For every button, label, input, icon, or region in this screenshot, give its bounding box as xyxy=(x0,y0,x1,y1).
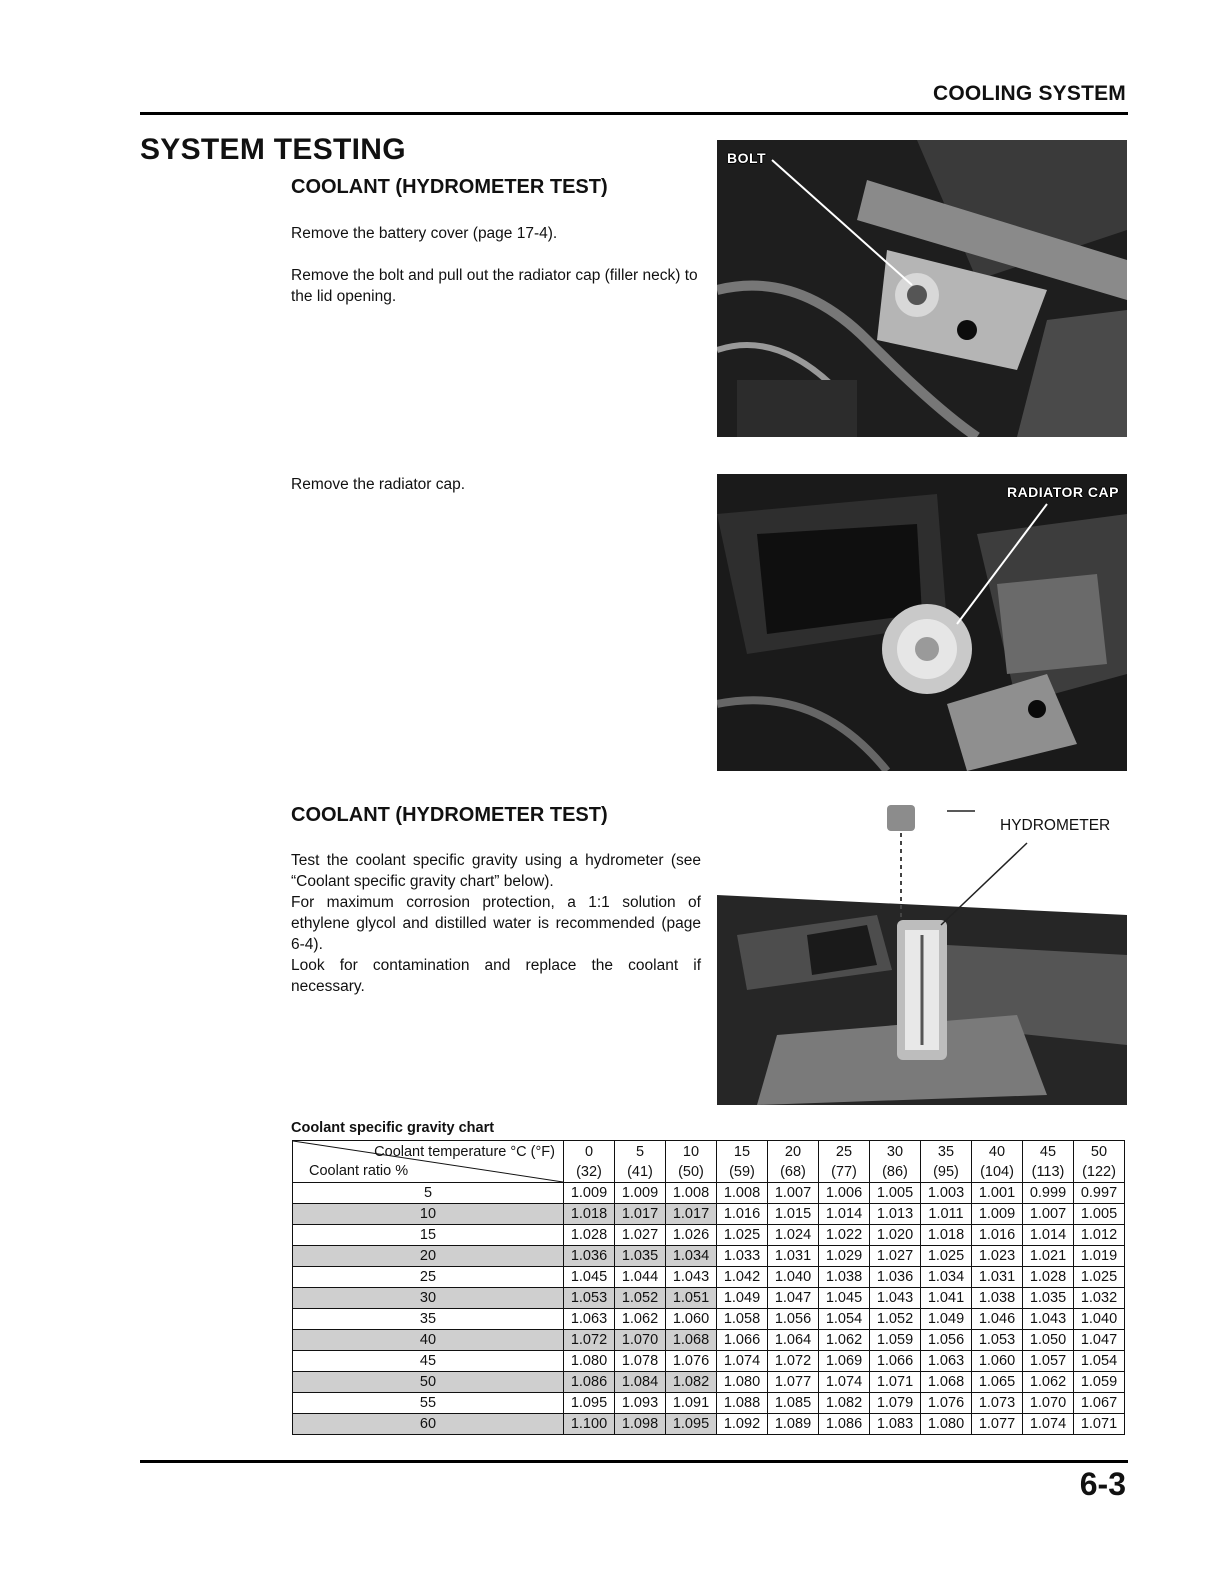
temperature-fahrenheit: (95) xyxy=(933,1163,959,1180)
temperature-celsius: 50 xyxy=(1090,1143,1108,1160)
header-rule xyxy=(140,112,1128,115)
specific-gravity-cell: 1.018 xyxy=(564,1204,615,1225)
coolant-ratio-cell: 50 xyxy=(293,1372,564,1393)
temperature-header-cell xyxy=(1023,1141,1074,1183)
coolant-ratio-cell: 40 xyxy=(293,1330,564,1351)
specific-gravity-cell: 1.007 xyxy=(1023,1204,1074,1225)
coolant-ratio-cell: 60 xyxy=(293,1414,564,1435)
temperature-celsius: 35 xyxy=(937,1143,955,1160)
specific-gravity-cell: 1.019 xyxy=(1074,1246,1125,1267)
specific-gravity-cell: 1.049 xyxy=(921,1309,972,1330)
specific-gravity-cell: 1.070 xyxy=(1023,1393,1074,1414)
specific-gravity-cell: 1.041 xyxy=(921,1288,972,1309)
temperature-header-cell xyxy=(972,1141,1023,1183)
instruction-battery-cover xyxy=(291,223,701,244)
temperature-header-cell xyxy=(666,1141,717,1183)
specific-gravity-cell: 1.053 xyxy=(972,1330,1023,1351)
temperature-header-cell xyxy=(819,1141,870,1183)
hydrometer-label: HYDROMETER xyxy=(1000,817,1111,834)
temperature-celsius: 20 xyxy=(784,1143,802,1160)
specific-gravity-cell: 1.052 xyxy=(870,1309,921,1330)
ratio-axis-label: Coolant ratio % xyxy=(309,1163,409,1179)
coolant-ratio-cell: 15 xyxy=(293,1225,564,1246)
coolant-specific-gravity-table xyxy=(292,1140,1125,1435)
specific-gravity-cell: 1.045 xyxy=(564,1267,615,1288)
specific-gravity-cell: 1.024 xyxy=(768,1225,819,1246)
temperature-celsius: 45 xyxy=(1039,1143,1057,1160)
coolant-ratio-cell: 25 xyxy=(293,1267,564,1288)
specific-gravity-cell: 1.047 xyxy=(768,1288,819,1309)
table-row xyxy=(293,1414,1125,1435)
specific-gravity-cell: 1.009 xyxy=(564,1183,615,1204)
coolant-ratio-cell: 30 xyxy=(293,1288,564,1309)
specific-gravity-cell: 1.053 xyxy=(564,1288,615,1309)
temperature-fahrenheit: (122) xyxy=(1082,1163,1116,1180)
specific-gravity-cell: 1.025 xyxy=(717,1225,768,1246)
specific-gravity-cell: 1.011 xyxy=(921,1204,972,1225)
specific-gravity-cell: 1.095 xyxy=(564,1393,615,1414)
temperature-fahrenheit: (68) xyxy=(780,1163,806,1180)
temperature-header-cell xyxy=(564,1141,615,1183)
specific-gravity-cell: 1.032 xyxy=(1074,1288,1125,1309)
specific-gravity-cell: 1.008 xyxy=(666,1183,717,1204)
specific-gravity-cell: 1.056 xyxy=(921,1330,972,1351)
table-row xyxy=(293,1288,1125,1309)
specific-gravity-cell: 1.067 xyxy=(1074,1393,1125,1414)
temperature-header-cell xyxy=(921,1141,972,1183)
temperature-fahrenheit: (59) xyxy=(729,1163,755,1180)
specific-gravity-cell: 1.063 xyxy=(921,1351,972,1372)
instruction-remove-bolt xyxy=(291,265,701,307)
specific-gravity-cell: 0.997 xyxy=(1074,1183,1125,1204)
specific-gravity-cell: 1.065 xyxy=(972,1372,1023,1393)
specific-gravity-cell: 1.015 xyxy=(768,1204,819,1225)
table-row xyxy=(293,1351,1125,1372)
hydrometer-photo xyxy=(717,805,1127,1105)
specific-gravity-cell: 1.045 xyxy=(819,1288,870,1309)
coolant-ratio-cell: 10 xyxy=(293,1204,564,1225)
instruction-text-contamination: Look for contamination and replace the coolant if necessary. xyxy=(291,957,701,995)
specific-gravity-cell: 1.066 xyxy=(870,1351,921,1372)
specific-gravity-cell: 1.043 xyxy=(1023,1309,1074,1330)
specific-gravity-cell: 1.082 xyxy=(819,1393,870,1414)
instruction-text: Remove the battery cover (page 17-4). xyxy=(291,225,558,242)
specific-gravity-cell: 1.059 xyxy=(1074,1372,1125,1393)
coolant-ratio-cell: 55 xyxy=(293,1393,564,1414)
specific-gravity-cell: 1.012 xyxy=(1074,1225,1125,1246)
specific-gravity-cell: 1.077 xyxy=(972,1414,1023,1435)
table-row xyxy=(293,1330,1125,1351)
specific-gravity-cell: 0.999 xyxy=(1023,1183,1074,1204)
specific-gravity-cell: 1.001 xyxy=(972,1183,1023,1204)
specific-gravity-cell: 1.060 xyxy=(666,1309,717,1330)
specific-gravity-cell: 1.031 xyxy=(768,1246,819,1267)
footer-rule xyxy=(140,1460,1128,1463)
radiator-cap-label: RADIATOR CAP xyxy=(1006,484,1119,500)
specific-gravity-cell: 1.018 xyxy=(921,1225,972,1246)
coolant-ratio-cell: 45 xyxy=(293,1351,564,1372)
temperature-header-cell xyxy=(615,1141,666,1183)
specific-gravity-cell: 1.057 xyxy=(1023,1351,1074,1372)
bolt-photo xyxy=(717,140,1127,437)
instruction-text-test: Test the coolant specific gravity using a hydrometer (see “Coolant specific gravity chart” below). xyxy=(291,852,701,890)
table-row xyxy=(293,1372,1125,1393)
specific-gravity-cell: 1.021 xyxy=(1023,1246,1074,1267)
specific-gravity-cell: 1.051 xyxy=(666,1288,717,1309)
specific-gravity-cell: 1.062 xyxy=(819,1330,870,1351)
specific-gravity-cell: 1.023 xyxy=(972,1246,1023,1267)
specific-gravity-cell: 1.080 xyxy=(717,1372,768,1393)
specific-gravity-cell: 1.050 xyxy=(1023,1330,1074,1351)
temperature-fahrenheit: (32) xyxy=(576,1163,602,1180)
specific-gravity-cell: 1.072 xyxy=(768,1351,819,1372)
temperature-celsius: 15 xyxy=(733,1143,751,1160)
temperature-axis-label: Coolant temperature °C (°F) xyxy=(374,1144,555,1160)
specific-gravity-cell: 1.025 xyxy=(1074,1267,1125,1288)
specific-gravity-cell: 1.092 xyxy=(717,1414,768,1435)
instruction-text: Remove the bolt and pull out the radiator cap (filler neck) to the lid opening. xyxy=(291,267,698,305)
instruction-hydrometer-test xyxy=(291,850,701,997)
specific-gravity-cell: 1.064 xyxy=(768,1330,819,1351)
instruction-text: Remove the radiator cap. xyxy=(291,476,466,493)
instruction-radiator-cap xyxy=(291,474,701,495)
specific-gravity-cell: 1.063 xyxy=(564,1309,615,1330)
specific-gravity-cell: 1.016 xyxy=(972,1225,1023,1246)
specific-gravity-cell: 1.095 xyxy=(666,1414,717,1435)
specific-gravity-cell: 1.031 xyxy=(972,1267,1023,1288)
specific-gravity-cell: 1.082 xyxy=(666,1372,717,1393)
temperature-fahrenheit: (41) xyxy=(627,1163,653,1180)
specific-gravity-cell: 1.028 xyxy=(564,1225,615,1246)
specific-gravity-cell: 1.068 xyxy=(921,1372,972,1393)
specific-gravity-cell: 1.052 xyxy=(615,1288,666,1309)
temperature-celsius: 10 xyxy=(682,1143,700,1160)
temperature-celsius: 30 xyxy=(886,1143,904,1160)
table-row xyxy=(293,1204,1125,1225)
specific-gravity-cell: 1.017 xyxy=(615,1204,666,1225)
specific-gravity-cell: 1.047 xyxy=(1074,1330,1125,1351)
subsection-heading-1: COOLANT (HYDROMETER TEST) xyxy=(291,176,608,198)
specific-gravity-cell: 1.009 xyxy=(972,1204,1023,1225)
subsection-heading-2: COOLANT (HYDROMETER TEST) xyxy=(291,804,608,826)
specific-gravity-cell: 1.038 xyxy=(972,1288,1023,1309)
specific-gravity-cell: 1.014 xyxy=(819,1204,870,1225)
section-title: SYSTEM TESTING xyxy=(140,133,406,166)
specific-gravity-cell: 1.009 xyxy=(615,1183,666,1204)
specific-gravity-cell: 1.076 xyxy=(921,1393,972,1414)
specific-gravity-cell: 1.006 xyxy=(819,1183,870,1204)
bolt-label: BOLT xyxy=(727,150,767,166)
specific-gravity-cell: 1.040 xyxy=(768,1267,819,1288)
specific-gravity-cell: 1.025 xyxy=(921,1246,972,1267)
specific-gravity-cell: 1.008 xyxy=(717,1183,768,1204)
specific-gravity-cell: 1.062 xyxy=(615,1309,666,1330)
specific-gravity-cell: 1.088 xyxy=(717,1393,768,1414)
specific-gravity-cell: 1.044 xyxy=(615,1267,666,1288)
page-number: 6-3 xyxy=(1079,1466,1126,1502)
specific-gravity-cell: 1.027 xyxy=(615,1225,666,1246)
specific-gravity-cell: 1.016 xyxy=(717,1204,768,1225)
chart-title: Coolant specific gravity chart xyxy=(291,1120,495,1136)
temperature-fahrenheit: (50) xyxy=(678,1163,704,1180)
specific-gravity-cell: 1.093 xyxy=(615,1393,666,1414)
temperature-header-cell xyxy=(870,1141,921,1183)
table-row xyxy=(293,1267,1125,1288)
specific-gravity-cell: 1.059 xyxy=(870,1330,921,1351)
radiator-cap-photo xyxy=(717,474,1127,771)
specific-gravity-cell: 1.036 xyxy=(564,1246,615,1267)
temperature-fahrenheit: (86) xyxy=(882,1163,908,1180)
specific-gravity-cell: 1.034 xyxy=(921,1267,972,1288)
specific-gravity-cell: 1.042 xyxy=(717,1267,768,1288)
temperature-header-cell xyxy=(1074,1141,1125,1183)
temperature-fahrenheit: (104) xyxy=(980,1163,1014,1180)
instruction-text-solution: For maximum corrosion protection, a 1:1 solution of ethylene glycol and distilled water is recommended (page 6-4). xyxy=(291,894,701,953)
specific-gravity-cell: 1.079 xyxy=(870,1393,921,1414)
specific-gravity-cell: 1.073 xyxy=(972,1393,1023,1414)
specific-gravity-cell: 1.069 xyxy=(819,1351,870,1372)
table-corner-cell xyxy=(293,1141,564,1183)
specific-gravity-cell: 1.072 xyxy=(564,1330,615,1351)
specific-gravity-cell: 1.083 xyxy=(870,1414,921,1435)
specific-gravity-cell: 1.035 xyxy=(1023,1288,1074,1309)
specific-gravity-cell: 1.003 xyxy=(921,1183,972,1204)
table-row xyxy=(293,1393,1125,1414)
specific-gravity-cell: 1.086 xyxy=(564,1372,615,1393)
chapter-title: COOLING SYSTEM xyxy=(933,82,1126,105)
specific-gravity-cell: 1.005 xyxy=(1074,1204,1125,1225)
specific-gravity-cell: 1.040 xyxy=(1074,1309,1125,1330)
specific-gravity-cell: 1.017 xyxy=(666,1204,717,1225)
temperature-celsius: 0 xyxy=(584,1143,594,1160)
specific-gravity-cell: 1.035 xyxy=(615,1246,666,1267)
temperature-celsius: 40 xyxy=(988,1143,1006,1160)
specific-gravity-cell: 1.084 xyxy=(615,1372,666,1393)
specific-gravity-cell: 1.085 xyxy=(768,1393,819,1414)
coolant-ratio-cell: 5 xyxy=(293,1183,564,1204)
specific-gravity-cell: 1.038 xyxy=(819,1267,870,1288)
specific-gravity-cell: 1.049 xyxy=(717,1288,768,1309)
specific-gravity-cell: 1.034 xyxy=(666,1246,717,1267)
specific-gravity-cell: 1.100 xyxy=(564,1414,615,1435)
temperature-celsius: 25 xyxy=(835,1143,853,1160)
specific-gravity-cell: 1.066 xyxy=(717,1330,768,1351)
specific-gravity-cell: 1.022 xyxy=(819,1225,870,1246)
specific-gravity-cell: 1.056 xyxy=(768,1309,819,1330)
temperature-fahrenheit: (77) xyxy=(831,1163,857,1180)
specific-gravity-cell: 1.098 xyxy=(615,1414,666,1435)
temperature-header-cell xyxy=(717,1141,768,1183)
specific-gravity-cell: 1.007 xyxy=(768,1183,819,1204)
specific-gravity-cell: 1.078 xyxy=(615,1351,666,1372)
specific-gravity-cell: 1.074 xyxy=(717,1351,768,1372)
specific-gravity-cell: 1.091 xyxy=(666,1393,717,1414)
specific-gravity-cell: 1.074 xyxy=(1023,1414,1074,1435)
table-row xyxy=(293,1183,1125,1204)
specific-gravity-cell: 1.086 xyxy=(819,1414,870,1435)
specific-gravity-cell: 1.043 xyxy=(666,1267,717,1288)
table-row xyxy=(293,1246,1125,1267)
specific-gravity-cell: 1.033 xyxy=(717,1246,768,1267)
specific-gravity-cell: 1.068 xyxy=(666,1330,717,1351)
specific-gravity-cell: 1.060 xyxy=(972,1351,1023,1372)
specific-gravity-cell: 1.005 xyxy=(870,1183,921,1204)
table-row xyxy=(293,1225,1125,1246)
coolant-ratio-cell: 20 xyxy=(293,1246,564,1267)
temperature-header-cell xyxy=(768,1141,819,1183)
specific-gravity-cell: 1.071 xyxy=(1074,1414,1125,1435)
specific-gravity-cell: 1.074 xyxy=(819,1372,870,1393)
specific-gravity-cell: 1.062 xyxy=(1023,1372,1074,1393)
specific-gravity-cell: 1.058 xyxy=(717,1309,768,1330)
specific-gravity-cell: 1.076 xyxy=(666,1351,717,1372)
specific-gravity-cell: 1.054 xyxy=(1074,1351,1125,1372)
table-header-row xyxy=(293,1141,1125,1183)
specific-gravity-cell: 1.014 xyxy=(1023,1225,1074,1246)
specific-gravity-cell: 1.029 xyxy=(819,1246,870,1267)
specific-gravity-cell: 1.054 xyxy=(819,1309,870,1330)
table-row xyxy=(293,1309,1125,1330)
specific-gravity-cell: 1.027 xyxy=(870,1246,921,1267)
temperature-celsius: 5 xyxy=(635,1143,645,1160)
specific-gravity-cell: 1.077 xyxy=(768,1372,819,1393)
coolant-ratio-cell: 35 xyxy=(293,1309,564,1330)
specific-gravity-cell: 1.080 xyxy=(564,1351,615,1372)
specific-gravity-cell: 1.070 xyxy=(615,1330,666,1351)
specific-gravity-cell: 1.028 xyxy=(1023,1267,1074,1288)
specific-gravity-cell: 1.046 xyxy=(972,1309,1023,1330)
specific-gravity-cell: 1.080 xyxy=(921,1414,972,1435)
temperature-fahrenheit: (113) xyxy=(1031,1163,1065,1180)
specific-gravity-cell: 1.071 xyxy=(870,1372,921,1393)
specific-gravity-cell: 1.036 xyxy=(870,1267,921,1288)
specific-gravity-cell: 1.020 xyxy=(870,1225,921,1246)
specific-gravity-cell: 1.089 xyxy=(768,1414,819,1435)
specific-gravity-cell: 1.043 xyxy=(870,1288,921,1309)
specific-gravity-cell: 1.013 xyxy=(870,1204,921,1225)
specific-gravity-cell: 1.026 xyxy=(666,1225,717,1246)
